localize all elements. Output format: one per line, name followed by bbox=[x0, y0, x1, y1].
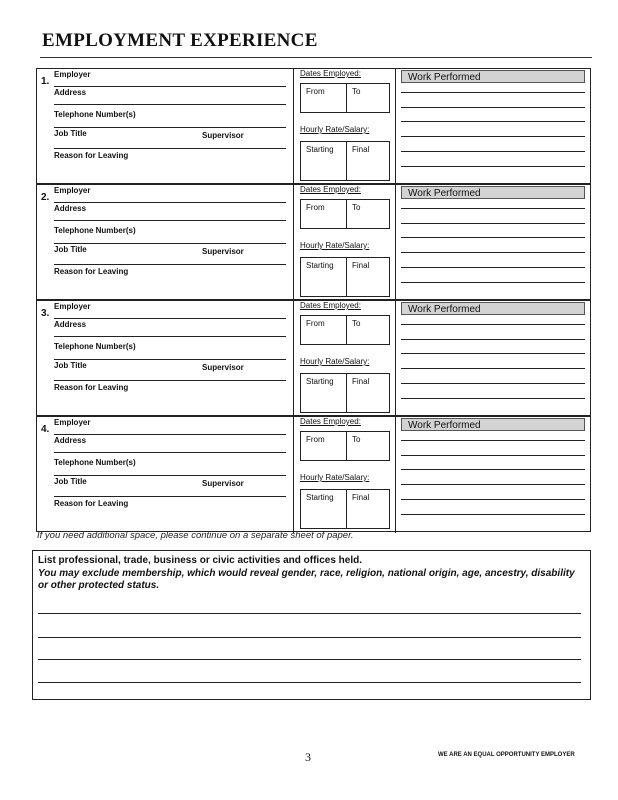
address-label: Address bbox=[54, 320, 87, 329]
work-performed-line[interactable] bbox=[401, 353, 585, 354]
work-performed-line[interactable] bbox=[401, 368, 585, 369]
address-field[interactable] bbox=[54, 104, 286, 105]
work-performed-line[interactable] bbox=[401, 440, 585, 441]
employer-label: Employer bbox=[54, 186, 91, 195]
work-performed-line[interactable] bbox=[401, 398, 585, 399]
dates-employed-box bbox=[300, 315, 390, 345]
column-divider bbox=[395, 185, 396, 301]
hourly-rate-box bbox=[300, 257, 390, 297]
column-divider bbox=[293, 185, 294, 301]
work-performed-line[interactable] bbox=[401, 223, 585, 224]
telephone-label: Telephone Number(s) bbox=[54, 226, 136, 235]
page-number: 3 bbox=[305, 750, 311, 764]
telephone-label: Telephone Number(s) bbox=[54, 110, 136, 119]
entry-number: 1. bbox=[41, 76, 50, 87]
job-title-field[interactable] bbox=[54, 380, 286, 381]
reason-label: Reason for Leaving bbox=[54, 383, 129, 392]
final-cell[interactable]: Final bbox=[346, 490, 374, 528]
final-cell[interactable]: Final bbox=[346, 258, 374, 296]
reason-label: Reason for Leaving bbox=[54, 499, 129, 508]
from-cell[interactable]: From bbox=[306, 435, 325, 444]
dates-employed-box bbox=[300, 199, 390, 229]
column-divider bbox=[395, 301, 396, 417]
work-performed-line[interactable] bbox=[401, 514, 585, 515]
work-performed-header: Work Performed bbox=[401, 302, 585, 315]
activities-line[interactable] bbox=[38, 613, 581, 614]
supervisor-label: Supervisor bbox=[202, 247, 244, 256]
employment-entry bbox=[36, 416, 591, 532]
job-title-label: Job Title bbox=[54, 361, 87, 370]
to-cell[interactable]: To bbox=[346, 200, 365, 228]
telephone-field[interactable] bbox=[54, 243, 286, 244]
work-performed-line[interactable] bbox=[401, 339, 585, 340]
title-rule bbox=[40, 57, 592, 58]
work-performed-line[interactable] bbox=[401, 499, 585, 500]
work-performed-line[interactable] bbox=[401, 267, 585, 268]
activities-note: You may exclude membership, which would reveal gender, race, religion, national origin, age, ancestry, disability or other protected status. bbox=[38, 568, 575, 591]
hourly-rate-label: Hourly Rate/Salary: bbox=[300, 125, 370, 134]
activities-title: List professional, trade, business or civic activities and offices held. bbox=[38, 555, 362, 566]
supervisor-label: Supervisor bbox=[202, 131, 244, 140]
work-performed-line[interactable] bbox=[401, 282, 585, 283]
eoe-statement: WE ARE AN EQUAL OPPORTUNITY EMPLOYER bbox=[438, 752, 575, 758]
hourly-rate-box bbox=[300, 489, 390, 529]
employment-entry bbox=[36, 184, 591, 300]
work-performed-line[interactable] bbox=[401, 121, 585, 122]
entry-number: 2. bbox=[41, 192, 50, 203]
supervisor-label: Supervisor bbox=[202, 363, 244, 372]
employer-field[interactable] bbox=[54, 86, 286, 87]
hourly-rate-box bbox=[300, 141, 390, 181]
employer-field[interactable] bbox=[54, 202, 286, 203]
activities-section bbox=[32, 550, 591, 700]
job-title-field[interactable] bbox=[54, 496, 286, 497]
employer-field[interactable] bbox=[54, 434, 286, 435]
from-cell[interactable]: From bbox=[306, 319, 325, 328]
to-cell[interactable]: To bbox=[346, 84, 365, 112]
work-performed-line[interactable] bbox=[401, 484, 585, 485]
dates-employed-label: Dates Employed: bbox=[300, 417, 361, 426]
work-performed-line[interactable] bbox=[401, 252, 585, 253]
starting-cell[interactable]: Starting bbox=[306, 493, 334, 502]
job-title-label: Job Title bbox=[54, 477, 87, 486]
employment-entry bbox=[36, 68, 591, 184]
reason-label: Reason for Leaving bbox=[54, 151, 129, 160]
work-performed-line[interactable] bbox=[401, 383, 585, 384]
reason-label: Reason for Leaving bbox=[54, 267, 129, 276]
continuation-note: If you need additional space, please continue on a separate sheet of paper. bbox=[37, 530, 354, 541]
dates-employed-label: Dates Employed: bbox=[300, 69, 361, 78]
employer-label: Employer bbox=[54, 70, 91, 79]
job-title-field[interactable] bbox=[54, 148, 286, 149]
telephone-label: Telephone Number(s) bbox=[54, 342, 136, 351]
activities-line[interactable] bbox=[38, 659, 581, 660]
work-performed-line[interactable] bbox=[401, 469, 585, 470]
address-label: Address bbox=[54, 436, 87, 445]
employer-label: Employer bbox=[54, 302, 91, 311]
starting-cell[interactable]: Starting bbox=[306, 261, 334, 270]
employer-label: Employer bbox=[54, 418, 91, 427]
work-performed-header: Work Performed bbox=[401, 418, 585, 431]
work-performed-line[interactable] bbox=[401, 237, 585, 238]
work-performed-line[interactable] bbox=[401, 324, 585, 325]
starting-cell[interactable]: Starting bbox=[306, 145, 334, 154]
work-performed-header: Work Performed bbox=[401, 70, 585, 83]
employer-field[interactable] bbox=[54, 318, 286, 319]
starting-cell[interactable]: Starting bbox=[306, 377, 334, 386]
work-performed-line[interactable] bbox=[401, 166, 585, 167]
address-field[interactable] bbox=[54, 220, 286, 221]
work-performed-line[interactable] bbox=[401, 151, 585, 152]
telephone-label: Telephone Number(s) bbox=[54, 458, 136, 467]
page-title: EMPLOYMENT EXPERIENCE bbox=[42, 30, 318, 51]
column-divider bbox=[395, 417, 396, 533]
work-performed-line[interactable] bbox=[401, 455, 585, 456]
final-cell[interactable]: Final bbox=[346, 374, 374, 412]
address-field[interactable] bbox=[54, 336, 286, 337]
from-cell[interactable]: From bbox=[306, 87, 325, 96]
dates-employed-box bbox=[300, 431, 390, 461]
hourly-rate-label: Hourly Rate/Salary: bbox=[300, 241, 370, 250]
job-title-label: Job Title bbox=[54, 129, 87, 138]
activities-line[interactable] bbox=[38, 682, 581, 683]
hourly-rate-label: Hourly Rate/Salary: bbox=[300, 357, 370, 366]
from-cell[interactable]: From bbox=[306, 203, 325, 212]
work-performed-line[interactable] bbox=[401, 107, 585, 108]
hourly-rate-box bbox=[300, 373, 390, 413]
activities-line[interactable] bbox=[38, 637, 581, 638]
telephone-field[interactable] bbox=[54, 475, 286, 476]
address-field[interactable] bbox=[54, 452, 286, 453]
entry-number: 4. bbox=[41, 424, 50, 435]
employment-entry bbox=[36, 300, 591, 416]
job-title-field[interactable] bbox=[54, 264, 286, 265]
telephone-field[interactable] bbox=[54, 359, 286, 360]
work-performed-line[interactable] bbox=[401, 92, 585, 93]
to-cell[interactable]: To bbox=[346, 432, 365, 460]
entry-number: 3. bbox=[41, 308, 50, 319]
work-performed-header: Work Performed bbox=[401, 186, 585, 199]
address-label: Address bbox=[54, 88, 87, 97]
address-label: Address bbox=[54, 204, 87, 213]
work-performed-line[interactable] bbox=[401, 136, 585, 137]
column-divider bbox=[395, 69, 396, 185]
column-divider bbox=[293, 69, 294, 185]
telephone-field[interactable] bbox=[54, 127, 286, 128]
supervisor-label: Supervisor bbox=[202, 479, 244, 488]
dates-employed-label: Dates Employed: bbox=[300, 185, 361, 194]
column-divider bbox=[293, 417, 294, 533]
dates-employed-box bbox=[300, 83, 390, 113]
job-title-label: Job Title bbox=[54, 245, 87, 254]
work-performed-line[interactable] bbox=[401, 208, 585, 209]
final-cell[interactable]: Final bbox=[346, 142, 374, 180]
column-divider bbox=[293, 301, 294, 417]
to-cell[interactable]: To bbox=[346, 316, 365, 344]
dates-employed-label: Dates Employed: bbox=[300, 301, 361, 310]
hourly-rate-label: Hourly Rate/Salary: bbox=[300, 473, 370, 482]
